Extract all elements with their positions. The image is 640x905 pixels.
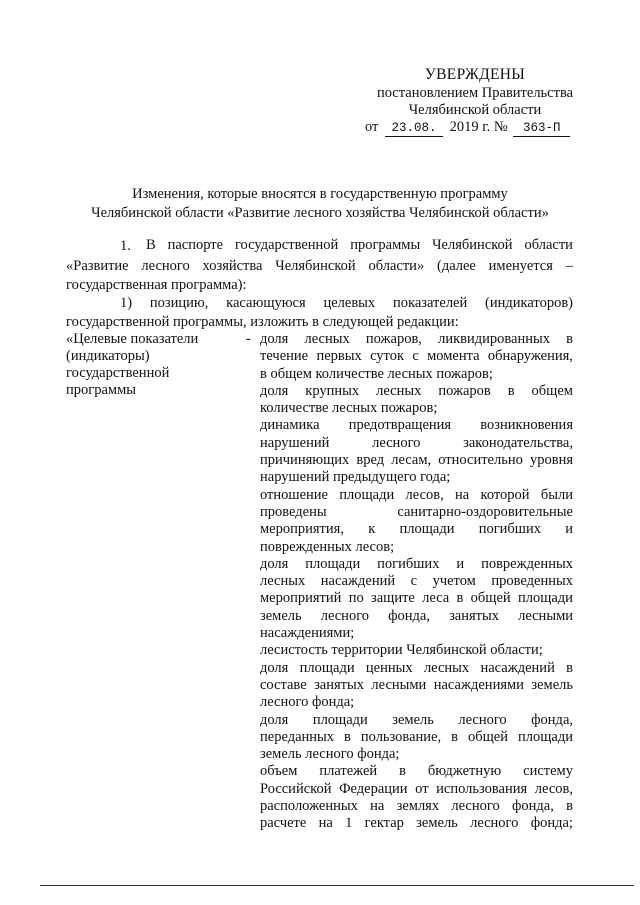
indicator-line: поврежденных лесов; [260,538,395,555]
decree-number: 363-П [513,121,570,137]
decree-date: 23.08. [385,121,443,137]
indicator-line: доля площади погибших и поврежденных [260,555,573,572]
indicator-line: расчете на 1 гектар земель лесного фонда; [260,815,573,832]
indicator-line: мероприятия, к площади погибших и [260,521,573,538]
decree-year: 2019 г. № [449,119,508,135]
indicator-line: отношение площади лесов, на которой были [260,486,573,503]
indicator-line: нарушений лесного законодательства, [260,434,573,451]
indicator-line: насаждениями; [260,625,355,642]
indicator-label: «Целевые показатели (индикаторы) государственной программы [66,331,199,398]
indicator-line: земель лесного фонда, занятых лесными [260,607,573,624]
approval-line-2: Челябинской области [408,102,542,118]
indicator-line: лесистость территории Челябинской области; [260,642,543,659]
indicator-line: доля лесных пожаров, ликвидированных в [260,331,573,347]
approval-line-1: постановлением Правительства [376,85,574,101]
indicator-line: лесных насаждений с учетом проведенных [260,573,573,590]
date-prefix: от [365,119,379,135]
indicator-line: земель лесного фонда; [260,746,400,763]
title-line-2: Челябинской области «Развитие лесного хозяйства Челябинской области» [91,205,549,221]
indicator-line: доля площади ценных лесных насаждений в [260,659,573,676]
indicator-line: доля крупных лесных пожаров в общем [260,382,573,399]
para-1-marker: 1. [120,238,131,254]
indicator-line: лесного фонда; [260,694,355,711]
document-title [60,185,580,223]
indicator-line: доля площади земель лесного фонда, [260,711,573,728]
para-1-line-3: государственная программа): [66,277,247,293]
indicator-line: мероприятий по защите леса в общей площади [260,590,573,607]
indicator-list [260,331,573,833]
indicator-line: расположенных на землях лесного фонда, в [260,798,573,815]
title-line-1: Изменения, которые вносятся в государственную программу [132,186,508,202]
label-dash: - [246,331,251,347]
page-bottom-rule [40,885,634,886]
indicator-line: причиняющих вред лесам, относительно уровня [260,452,573,469]
para-1-line-1: В паспорте государственной программы Челябинской области [146,237,573,253]
indicator-line: объем платежей в бюджетную систему [260,763,573,780]
indicator-line: течение первых суток с момента обнаружения, [260,348,573,365]
indicator-line: проведены санитарно-оздоровительные [260,503,573,520]
indicator-line: в общем количестве лесных пожаров; [260,365,493,382]
approval-stamp [360,66,590,119]
indicator-line: нарушений предыдущего года; [260,469,451,486]
indicator-line: переданных в пользование, в общей площади [260,728,573,745]
indicator-line: динамика предотвращения возникновения [260,417,573,434]
para-2-line-2: государственной программы, изложить в следующей редакции: [66,314,459,330]
indicator-line: количестве лесных пожаров; [260,400,438,417]
indicator-line: составе занятых лесными насаждениями земель [260,676,573,693]
approval-heading: УВЕРЖДЕНЫ [424,66,526,83]
approval-date-line [365,119,570,137]
para-2-line-1: 1) позицию, касающуюся целевых показателей (индикаторов) [120,295,573,311]
para-1-line-2: «Развитие лесного хозяйства Челябинской области» (далее именуется – [66,258,573,274]
indicator-line: Российской Федерации от использования лесов, [260,780,573,797]
